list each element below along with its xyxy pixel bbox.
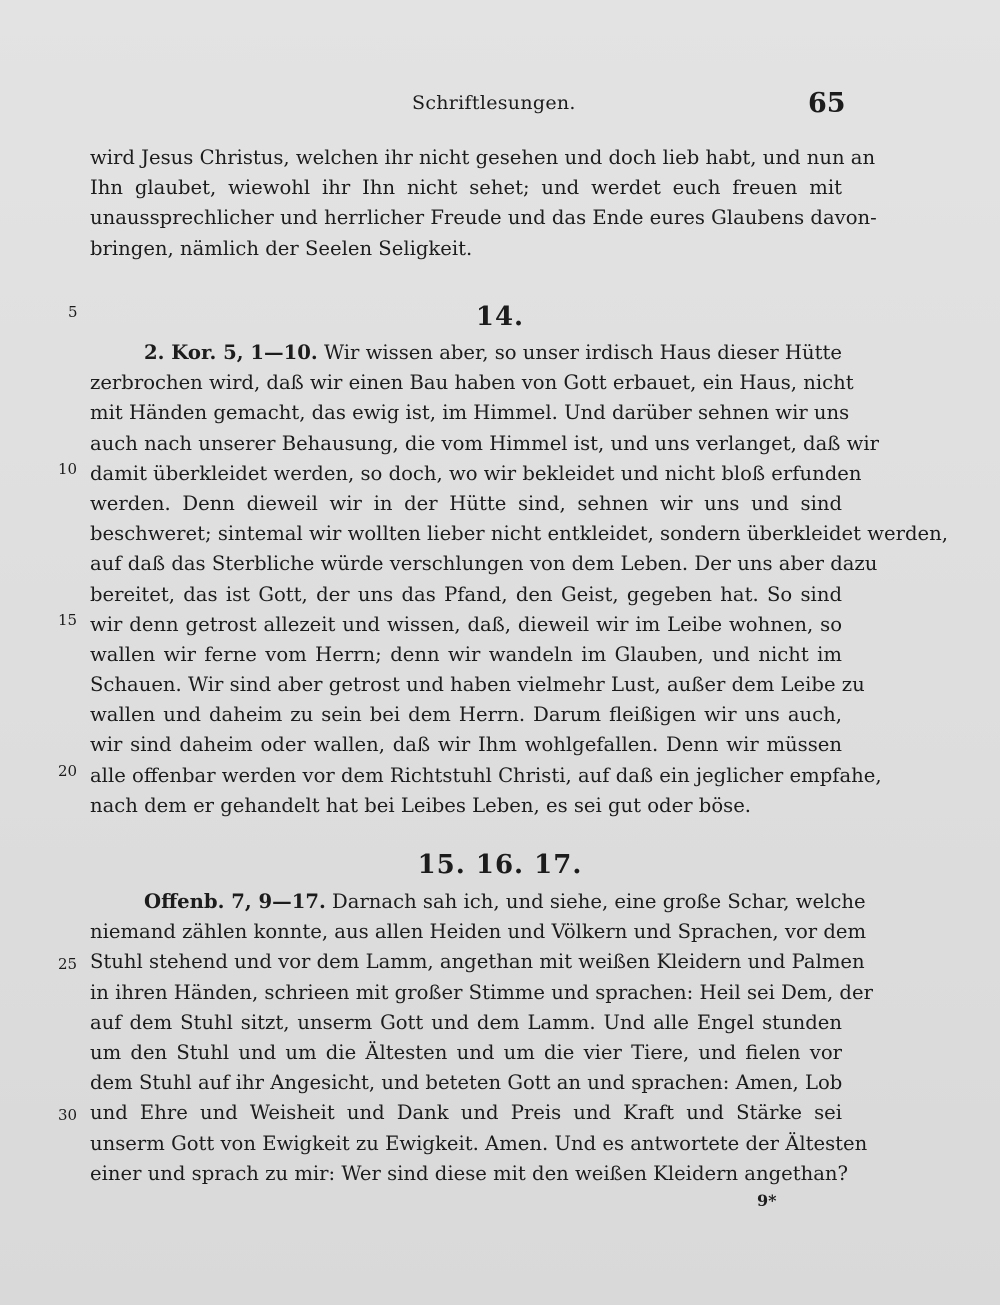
text-line: wird Jesus Christus, welchen ihr nicht gesehen und doch lieb habt, und nun an — [90, 146, 876, 169]
text-line: wallen wir ferne vom Herrn; denn wir wandeln im Glauben, und nicht im — [90, 642, 842, 666]
scripture-reference: 2. Kor. 5, 1—10. — [144, 341, 318, 364]
text-line: niemand zählen konnte, aus allen Heiden und Völkern und Sprachen, vor dem — [90, 920, 867, 944]
text-line: unaussprechlicher und herrlicher Freude und das Ende eures Glaubens davon- — [90, 206, 877, 230]
text-line: wir denn getrost allezeit und wissen, daß, dieweil wir im Leibe wohnen, so — [90, 612, 842, 636]
text-line: bringen, nämlich der Seelen Seligkeit. — [90, 236, 473, 260]
text-line: Ihn glaubet, wiewohl ihr Ihn nicht sehet; und werdet euch freuen mit — [90, 176, 842, 200]
continued-passage — [90, 143, 877, 264]
line-number-5: 5 — [68, 303, 78, 321]
line-number-30: 30 — [58, 1106, 78, 1124]
reading-offenb — [90, 887, 873, 1189]
line-number-20: 20 — [58, 762, 78, 780]
text-line: nach dem er gehandelt hat bei Leibes Leben, es sei gut oder böse. — [90, 793, 752, 817]
text-line: mit Händen gemacht, das ewig ist, im Himmel. Und darüber sehnen wir uns — [90, 401, 850, 425]
text-line: wallen und daheim zu sein bei dem Herrn. Darum fleißigen wir uns auch, — [90, 703, 842, 727]
reading-first-line — [90, 338, 842, 368]
line-number-15: 15 — [58, 611, 78, 629]
scripture-reference: Offenb. 7, 9—17. — [144, 890, 326, 913]
text-line: Schauen. Wir sind aber getrost und haben vielmehr Lust, außer dem Leibe zu — [90, 673, 865, 697]
text-line-start: Darnach sah ich, und siehe, eine große Schar, welche — [332, 890, 866, 913]
section-number-15-16-17: 15. 16. 17. — [417, 850, 583, 880]
text-line: auf dem Stuhl sitzt, unserm Gott und dem Lamm. Und alle Engel stunden — [90, 1010, 842, 1034]
reading-2-kor — [90, 338, 948, 821]
text-line: auf daß das Sterbliche würde verschlungen von dem Leben. Der uns aber dazu — [90, 552, 878, 576]
text-line: wir sind daheim oder wallen, daß wir Ihm wohlgefallen. Denn wir müssen — [90, 733, 842, 757]
text-line: beschweret; sintemal wir wollten lieber nicht entkleidet, sondern überkleidet werden, — [90, 522, 948, 546]
text-line: werden. Denn dieweil wir in der Hütte sind, sehnen wir uns und sind — [90, 491, 842, 515]
text-line: alle offenbar werden vor dem Richtstuhl Christi, auf daß ein jeglicher empfahe, — [90, 763, 882, 787]
text-line: bereitet, das ist Gott, der uns das Pfand, den Geist, gegeben hat. So sind — [90, 582, 842, 606]
text-line: zerbrochen wird, daß wir einen Bau haben von Gott erbauet, ein Haus, nicht — [90, 371, 854, 395]
section-number-14: 14. — [475, 302, 525, 332]
text-line: einer und sprach zu mir: Wer sind diese mit den weißen Kleidern angethan? — [90, 1161, 849, 1185]
reading-first-line — [90, 887, 866, 917]
running-head — [0, 88, 1000, 122]
text-line: auch nach unserer Behausung, die vom Himmel ist, und uns verlanget, daß wir — [90, 431, 880, 455]
text-line: dem Stuhl auf ihr Angesicht, und beteten Gott an und sprachen: Amen, Lob — [90, 1071, 843, 1095]
text-line: damit überkleidet werden, so doch, wo wir bekleidet und nicht bloß erfunden — [90, 461, 862, 485]
margin-line-numbers — [58, 0, 88, 1305]
line-number-10: 10 — [58, 460, 78, 478]
text-line: in ihren Händen, schrieen mit großer Stimme und sprachen: Heil sei Dem, der — [90, 980, 873, 1004]
text-line: und Ehre und Weisheit und Dank und Preis und Kraft und Stärke sei — [90, 1101, 842, 1125]
text-line-start: Wir wissen aber, so unser irdisch Haus dieser Hütte — [323, 341, 842, 364]
page-number: 65 — [808, 88, 846, 119]
text-line: um den Stuhl und um die Ältesten und um die vier Tiere, und fielen vor — [90, 1040, 842, 1064]
signature-mark: 9* — [757, 1191, 777, 1210]
text-line: unserm Gott von Ewigkeit zu Ewigkeit. Amen. Und es antwortete der Ältesten — [90, 1131, 868, 1155]
line-number-25: 25 — [58, 955, 78, 973]
running-title: Schriftlesungen. — [412, 92, 576, 114]
text-line: Stuhl stehend und vor dem Lamm, angethan mit weißen Kleidern und Palmen — [90, 950, 865, 974]
